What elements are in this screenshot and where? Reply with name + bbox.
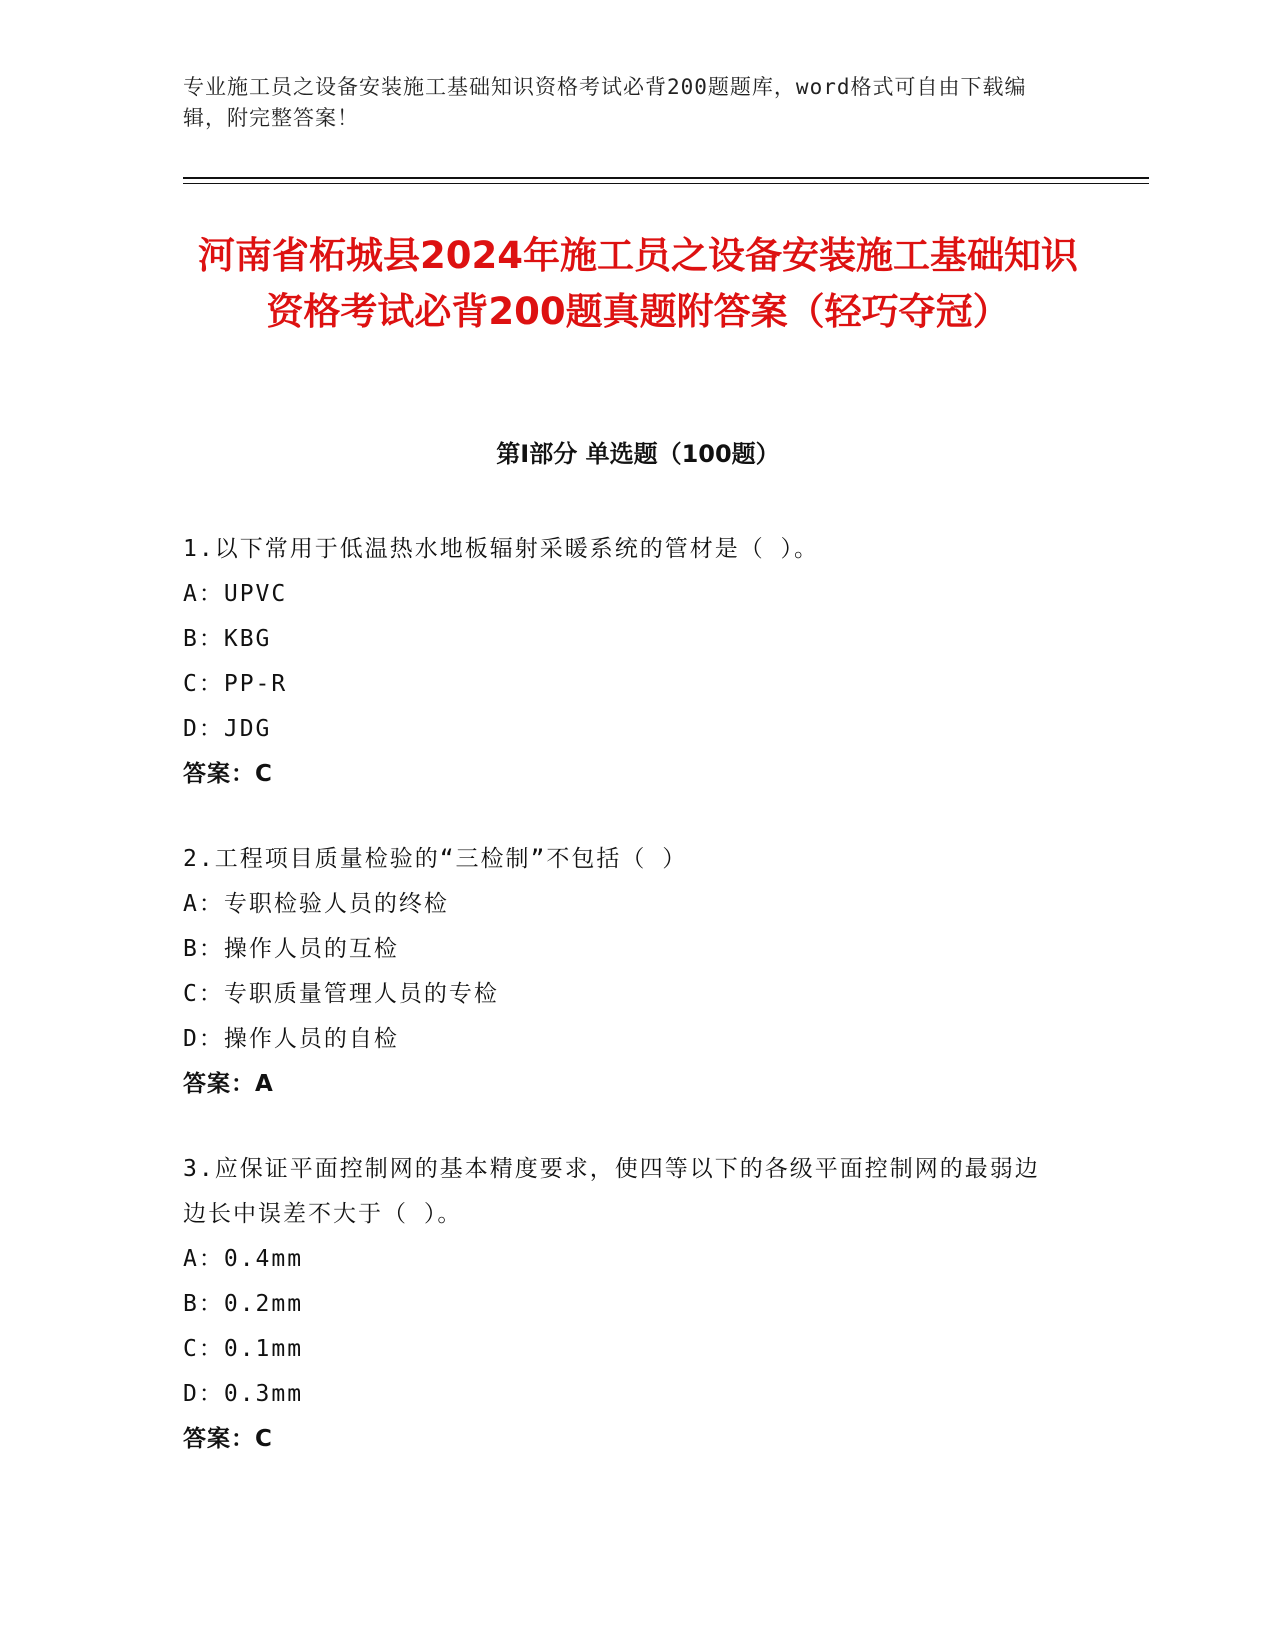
question-option: B：0.2mm [183, 1291, 304, 1317]
question-option: D：0.3mm [183, 1381, 304, 1407]
question-answer: 答案：A [183, 1071, 274, 1097]
document-title: 河南省柘城县2024年施工员之设备安装施工基础知识资格考试必背200题真题附答案（轻巧夺冠） [198, 234, 1078, 333]
question-option: D：JDG [183, 716, 272, 742]
header-divider-thick [183, 177, 1149, 179]
question-answer: 答案：C [183, 1426, 273, 1452]
header-note: 专业施工员之设备安装施工基础知识资格考试必背200题题库，word格式可自由下载编辑，附完整答案！ [183, 75, 1027, 130]
question-stem: 2.工程项目质量检验的“三检制”不包括（ ） [183, 846, 688, 872]
question-item [183, 1147, 1063, 1462]
question-item [183, 527, 1063, 797]
question-option: B：KBG [183, 626, 272, 652]
question-option: B：操作人员的互检 [183, 936, 399, 962]
question-option: A：UPVC [183, 581, 288, 607]
question-option: A：0.4mm [183, 1246, 304, 1272]
question-option: C：0.1mm [183, 1336, 304, 1362]
question-option: A：专职检验人员的终检 [183, 891, 449, 917]
question-option: C：专职质量管理人员的专检 [183, 981, 499, 1007]
question-option: D：操作人员的自检 [183, 1026, 399, 1052]
header-divider-thin [183, 183, 1149, 184]
question-item [183, 837, 1063, 1107]
question-list [183, 527, 1063, 1502]
question-stem: 3.应保证平面控制网的基本精度要求，使四等以下的各级平面控制网的最弱边边长中误差不大于（ ）。 [183, 1156, 1040, 1227]
question-stem: 1.以下常用于低温热水地板辐射采暖系统的管材是（ ）。 [183, 536, 820, 562]
section-heading: 第Ⅰ部分 单选题（100题） [496, 440, 780, 468]
question-answer: 答案：C [183, 761, 273, 787]
question-option: C：PP-R [183, 671, 288, 697]
